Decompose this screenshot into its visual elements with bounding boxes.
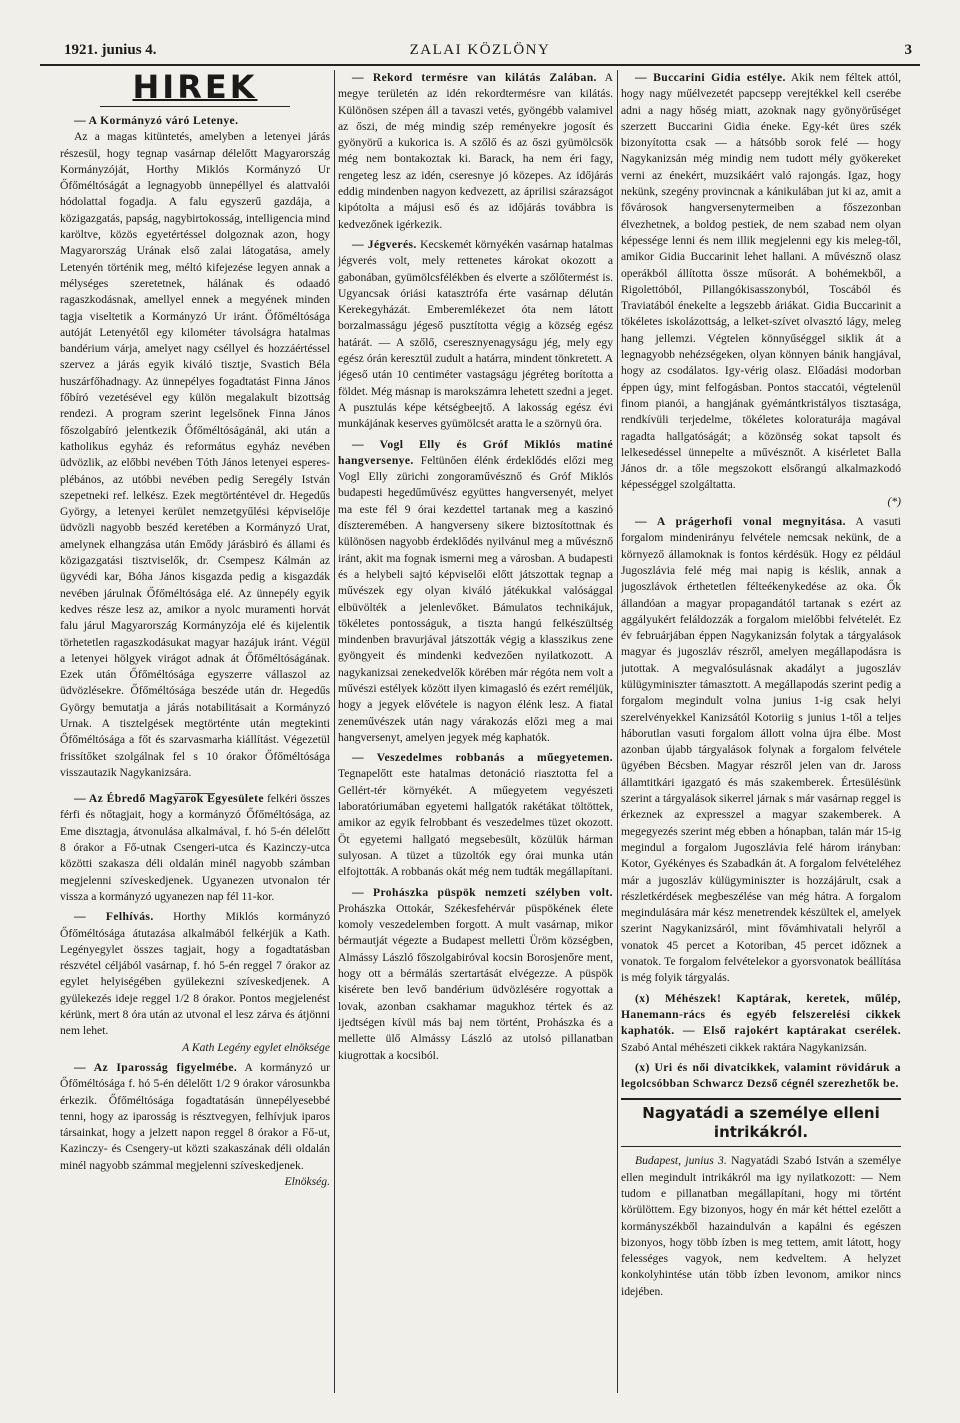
article: [60, 909, 330, 1056]
article: [60, 1060, 330, 1190]
article: [338, 237, 613, 433]
article-body: Az a magas kitüntetés, amelyben a letenyei járás részesül, hogy tegnap vasárnap délelőtt Magyarország Kormányzóját, Horthy Miklós Kormányzó Ur Őfőméltóságát a legnagyobb ünnepéllyel és alattvalói hódolattal fogadja. A falu egyszerű gazdája, a közigazgatás, papság, nagybirtokosság, intelligencia mind karöltve, közös egyetértéssel dolgoznak azon, hogy Magyarország Urának első zalai látogatása, amely Letenyén történik meg, méltó kifejezése legyen annak a mélységes szeretetnek, hálának és odaadó ragaszkodásnak, amellyel ennek a megyének minden tagja viseltetik a Kormányzó Ur iránt. Őfőméltósága autóját Letenyétől egy kilométer távolságra hatalmas bandérium várja, amelyet nagy cséllyel és hozzáértéssel szervez a járás egyik kiváló tisztje, Svastich Béla huszárfőhadnagy. Az ünnepélyes fogadtatást Finna János főbíró vezetésével egy külön megalakult bizottság rendezi. A program szerint legelsőnek Finna János főszolgabíró jelentkezik Őfőméltóságánál, aki után a katholikus egyház és református egyház nevében üdvözlik, az előbbi nevében Tóth János letenyei esperes-plébános, az utóbbi nevében pedig Seregély István szepetneki ref. lelkész. Ezek megtörténtével dr. Hegedűs György, a letenyei kerület nemzetgyűlési képviselője üdvözli nagyobb beszéd keretében a Kormányzó Urat, amelynek elhangzása után Emődy járásbiró és állami és közigazgatási tisztviselők, dr. Csempesz Kálmán az ügyvédi kar, Bóha János kisgazda pedig a kisgazdák nevében járulnak Őfőméltósága elé. Az ünnepély egyik kedves része lesz az, amikor a nyolc muramenti horvát falu járul Magyarország Kormányzója elé és kijelentik törhetetlen ragaszkodásukat magyar hazájuk iránt. Végül a letenyei hölgyek virágot adnak át Őfőméltóságának. Ezek után Őfőméltósága egyszerre vállaszol az üdvözlésekre. Őfőméltósága beszéde után dr. Hegedűs György bemutatja a járás notabilitásait a Kormányzó Urnak. A tisztelgések megtörténte után megtekinti Őfőméltósága a főt és szarvasmarha kiállítást. Végezetül frissítőket szolgálnak fel s 10 órakor Őfőméltósága visszautazik Nagykanizsára.: [60, 130, 330, 779]
article-headline: — Prohászka püspök nemzeti szélyben volt.: [352, 885, 613, 899]
section-title: HIREK: [132, 70, 258, 106]
article-headline: — Veszedelmes robbanás a műegyetemen.: [352, 751, 613, 765]
article-body: A megye területén az idén rekordtermésre van kilátás. Különösen szépen áll a tavaszi vetés, gyöngébb valamivel az őszi, de még mindig szép reményekre jogosít és gyönyörű a kukorica is. A szőlő és az őszi gyümölcsök még nem bontakoztak ki. Barack, ha nem éri fagy, rengeteg lesz az idén, cseresnye jó közepes. Az időjárás eddig mindenben nagyon kedvezett, az áprilisi szárazságot kipótolta a májusi eső és az időjárás továbbra is kedvezőnek igérkezik.: [338, 71, 613, 231]
boxed-headline: Nagyatádi a személye elleni intrikákról.: [621, 1098, 901, 1147]
article: [621, 514, 901, 987]
article: [621, 70, 901, 510]
article-body: Prohászka Ottokár, Székesfehérvár püspökének élete komoly veszedelemben forgott. A mult vasárnap, mikor bérmautját végezte a Budapest melletti Üröm községben, Almássy László főszolgabiróval kocsin Borosjenőre ment, hogy ott a bérmálás szertartását elvégezze. A püspök kisérete ben levő bandérium üdvözlésére rogyottak a lovak, azonban csakhamar magukhoz tértek és az ijedtségen kívül más baj nem történt, Prohászka és a mellette ülő Almássy László az utolsó pillanatban kiugrottak a kocsiból.: [338, 901, 613, 1062]
column-rule: [617, 70, 618, 1393]
article-headline: — Vogl Elly és Gróf Miklós matiné hangversenye.: [338, 437, 613, 467]
column-rule: [334, 70, 335, 1393]
section-rule: [100, 106, 290, 107]
ad-headline: (x) Uri és női divatcikkek, valamint rövidáruk a legolcsóbban Schwarcz Dezső cégnél szerezhetők be.: [621, 1060, 901, 1091]
article-body: A vasuti forgalom mindenirányu felvétele nemcsak nekünk, de a környező államoknak is fontos kérdésük. Hogy ez például Jugoszlávia felé még mai napig is késlik, annak a jugoszlávok érthetetlen félteékenykedése az oka. Ők állandóan a magyar propagandától tartanak s ezért az aggályukért feláldozzák a forgalom mielőbbi felvételét. Ez év februárjában éppen Nagykanizsán folytak a tárgyalások magyar és jugoszláv részről, amelyen megállapodásra is jutottak. A megvalósulásnak akadályt a jugoszláv külügyminiszter támasztott. A megállapodás szerint pedig a forgalom megindult volna junius 1-ig csak helyi szerelvényekkel Kanizsától Kotoriig s junius 1-től a teljes háborutlan vasuti forgalom állott volna újra élbe. Most azonban újabb tárgyalások folynak a forgalom felvétele ügyében Bécsben. Magyar részről jelen van dr. Jaross államtitkári igazgató és más szakemberek. Értesülésünk szerint a tárgyalások sikerrel járnak s már vasárnap reggel is érkeznek az expresszel a magyar szakemberek. A megegyezés szerint még ebben a hónapban, talán már 15-ig megindul a forgalom Jugoszlávia felé három irányban: Kotor, Gyékényes és Szabadkán át. A forgalom felvételéhez már a jugoszláv külügyminiszter is hozzájárult, csak a részletkérdések megbeszélése van még hátra. A forgalom megindulására már kész menetrendek készültek el, amelyek szerint Nagykanizsáról, mint fővámhivatali helyről a vonatok 45 percet a Kotoriban, 45 percet időznek a vonatok. Te forgalom felvételekor a gyorsvonatok beállítása is még folyik tárgyalás.: [621, 515, 901, 985]
page-number: 3: [904, 42, 912, 58]
article-body: Kecskemét környékén vasárnap hatalmas jégverés volt, mely rettenetes károkat okozott a gabonában, gyümölcsfélékben és elverte a szőlőtermést is. Ugyancsak óriási katasztrófa érte vasárnap délután Kerekegyházát. Emberemlékezet óta nem látott borzalmasságu jégeső pusztította végig a község egész határát. — A szőlő, cseresznyenagyságu jég, mely egy egész órán keresztül zudult a határra, mindent tönkretett. A jégeső után 10 centiméter vastagságu jégréteg borította a földet. Még másnap is marokszámra lehetett szedni a jeget. A pusztulás képe kétségbeejtő. A lakosság egész évi munkájának keserves gyümölcsét aratta le a szörnyü óra.: [338, 237, 613, 431]
advertisement: [621, 991, 901, 1056]
article-body: Tegnapelőtt este hatalmas detonáció riasztotta fel a Gellért-tér környékét. A műegyetem vegyészeti laboratóriumában egyetemi hallgatók rakétákat töltöttek, amikor az egyik felrobbant és veszedelmes tüzet okozott. Öt egyetemi hallgató megsebesült, közülük hárman sulyosan. A tüzet a tüzoltók egy órai munka után elfojtották. A robbanás okát még nem tudták megállapítani.: [338, 767, 613, 879]
article-headline: — A Kormányzó váró Letenye.: [74, 114, 239, 127]
column-3: [621, 70, 901, 1415]
issue-date: 1921. junius 4.: [64, 42, 157, 58]
article: [60, 113, 330, 781]
ad-headline: (x) Méhészek! Kaptárak, keretek, műlép, Hanemann-rács és egyéb felszerelési cikkek kaphatók. — Első rajokért kaptárakat cserélek.: [621, 991, 901, 1038]
article: [621, 1153, 901, 1300]
article-headline: — Jégverés.: [352, 237, 417, 251]
article-body: felkéri összes férfi és nőtagjait, hogy a kormányzó Őfőméltósága, az Eme disztagja, átvonulása alkalmával, f. hó 5-én délelőtt 8 órakor a Fő-utnak Csengeri-utca és Kazinczy-utca közötti szakasza déli oldalán minél nagyobb számban megjelenni szíveskedjenek. Ugyanezen utvonalon tér vissza a kormányzó ugyanezen nap fél 11-kor.: [60, 792, 330, 903]
newspaper-title: ZALAI KÖZLÖNY: [409, 42, 551, 58]
article-signature: A Kath Legény egylet elnöksége: [182, 1040, 330, 1054]
masthead: [40, 36, 920, 66]
masthead-rule: [40, 64, 920, 66]
article-dateline: Budapest, junius 3.: [635, 1154, 727, 1168]
article-signature: Elnökség.: [284, 1175, 330, 1188]
article-body: Nagyatádi Szabó István a személye ellen megindult intrikákról ma igy nyilatkozott: — Nem tudom e pillanatban megállapítani, hogy mi történt körülöttem. Egy bizonyos, hogy én már két héttel ezelőtt a kormányszékből hazaindulván a kapálni és egészen bizonyos, hogy több ízben is meg tettem, amit látott, hogy felességes vagyok, nem kedveltem. A helyzet konkolyhintése után több ízben levonom, amikor nincs idejében.: [621, 1154, 901, 1298]
article-headline: — Az Iparosság figyelmébe.: [74, 1060, 238, 1074]
article-body: A kormányzó ur Őfőméltósága f. hó 5-én délelőtt 1/2 9 órakor városunkba érkezik. Őfőméltósága fogadtatásán ünnepélyesebbé tenni, hogy az iparosság is résztvegyen, felhívjuk iparos társainkat, hogy a jelzett napon reggel 8 órakor a Fő-ut, Kazinczy- és Csengery-ut közti szakaszának déli oldalán minél nagyobb számmal megjelenni szíveskedjenek.: [60, 1060, 330, 1172]
article-signature: (*): [887, 494, 901, 508]
article-headline: — Felhívás.: [74, 910, 154, 924]
article-headline: — Buccarini Gidia estélye.: [635, 71, 786, 84]
article: [338, 437, 613, 747]
advertisement: [621, 1060, 901, 1093]
article: [338, 70, 613, 233]
ad-body: Szabó Antal méhészeti cikkek raktára Nagykanizsán.: [621, 1040, 867, 1054]
article-body: Feltünően élénk érdeklődés előzi meg Vogl Elly zürichi zongoraművésznő és Gróf Miklós budapesti hegedűművész együttes hangversenyét, melyet ma este fél 9 órai kezdettel tartanak meg a kaszinó díszteremében. A hangverseny sikere biztosítottnak és különösen nagyobb érdeklődés nyilvánul meg a művésznő iránt, akit ma fognak ismerni meg a városban. A budapesti és a helybeli sajtó képviselői előtt játszottak tegnap a művészek egy olyan kiváló játékukkal valósággal elbüvölték a jelenlevőket. Bámulatos technikájuk, tökéletes pontosságuk, a tiszta hangú felkészültség mindenben bravurjával játszották végig a klasszikus zene gyöngyeit és mindenki kedvezően nyilatkozott. A nagykanizsai zenekedvelők körében már régóta nem volt a művészi estélyek között ilyen kimagasló és ezért reméljük, hogy a jegyek elővétele is nagyon élénk lesz. A fiatal zeneművészek után nagy várakozás előzi meg a mai hangversenyt, amelyen jegyek még kaphatók.: [338, 453, 613, 744]
column-2: [338, 70, 613, 1415]
article-body: Horthy Miklós kormányzó Őfőméltósága átutazása alkalmából felkérjük a Kath. Legényegylet összes tagjait, hogy a fogadtatásban részvétel céljából vasárnap, f. hó 5-én reggel 7 órakor az egylet helyiségében gyülekezni szíveskedjenek. A gyülekezés ideje reggel 1/2 8 órakor. Pontos megjelenést kérünk, mert 8 óra után az utvonal el lesz zárva és átjönni nem lehet.: [60, 910, 330, 1038]
article-body: Akik nem féltek attól, hogy nagy műélvezetét papcsepp verejtékkel kell cserébe adni a nagy hőség miatt, azoknak nagy gyönyörűséget szerzett Buccarini Gidia éneke. Egy-két üres szék bizonyította csak — a hátsóbb sorok felé — hogy Nagykanizsán még mindig nem tudott mély gyökereket verni az énekért, muzsikáért való rajongás. Igaz, hogy nekünk, szegény provincnak a kánikulában jut ki az, amit a fővárosok hangversenytermeiben a főszezonban élvezhetnek, a boldog pestiek, de nem szabad nem olyan képessége lenni és nem illik megjelenni egy kis meleg-től, amikor Gidia Buccarinit lehet hallani. A művésznő olasz operákból állította össze műsorát. A bohémekből, a Rigolettóból, Pillangókisasszonyból, Toscából és Traviatából énekelte a legszebb áriákat. Gidia Buccarinit a tökéletes iskolázottság, a lelket-szívet olvasztó lágy, meleg hang jellemzi. Végtelen könnyűséggel siklik át a legnagyobb nehézségeken, olyan könnyen bánik hangjával, hogy az csodálatos. Igy-vérig olasz. Előadási modorban éppen úgy, mint felfogásban. Pontos staccatói, végtelenül finom pianói, a hangjának gyémántkristályos tisztasága, rendkívüli terjedelme, tökéletes koloraturája magával ragadta hallgatóságát; a közönség sokat tapsolt és lelkesedéssel ünnepelte a művésznőt. A kisérletet Balla János dr. a tőle megszokott elsőrangú alkalmazkodó képességgel szolgáltatta.: [621, 71, 901, 492]
article: [60, 791, 330, 905]
article: [338, 885, 613, 1064]
column-1: [60, 70, 330, 1415]
article: [338, 750, 613, 880]
article-headline: — Rekord termésre van kilátás Zalában.: [352, 71, 597, 84]
article-headline: — Az Ébredő Magyarok Egyesülete: [74, 792, 264, 806]
article-headline: — A prágerhofi vonal megnyitása.: [635, 515, 846, 529]
